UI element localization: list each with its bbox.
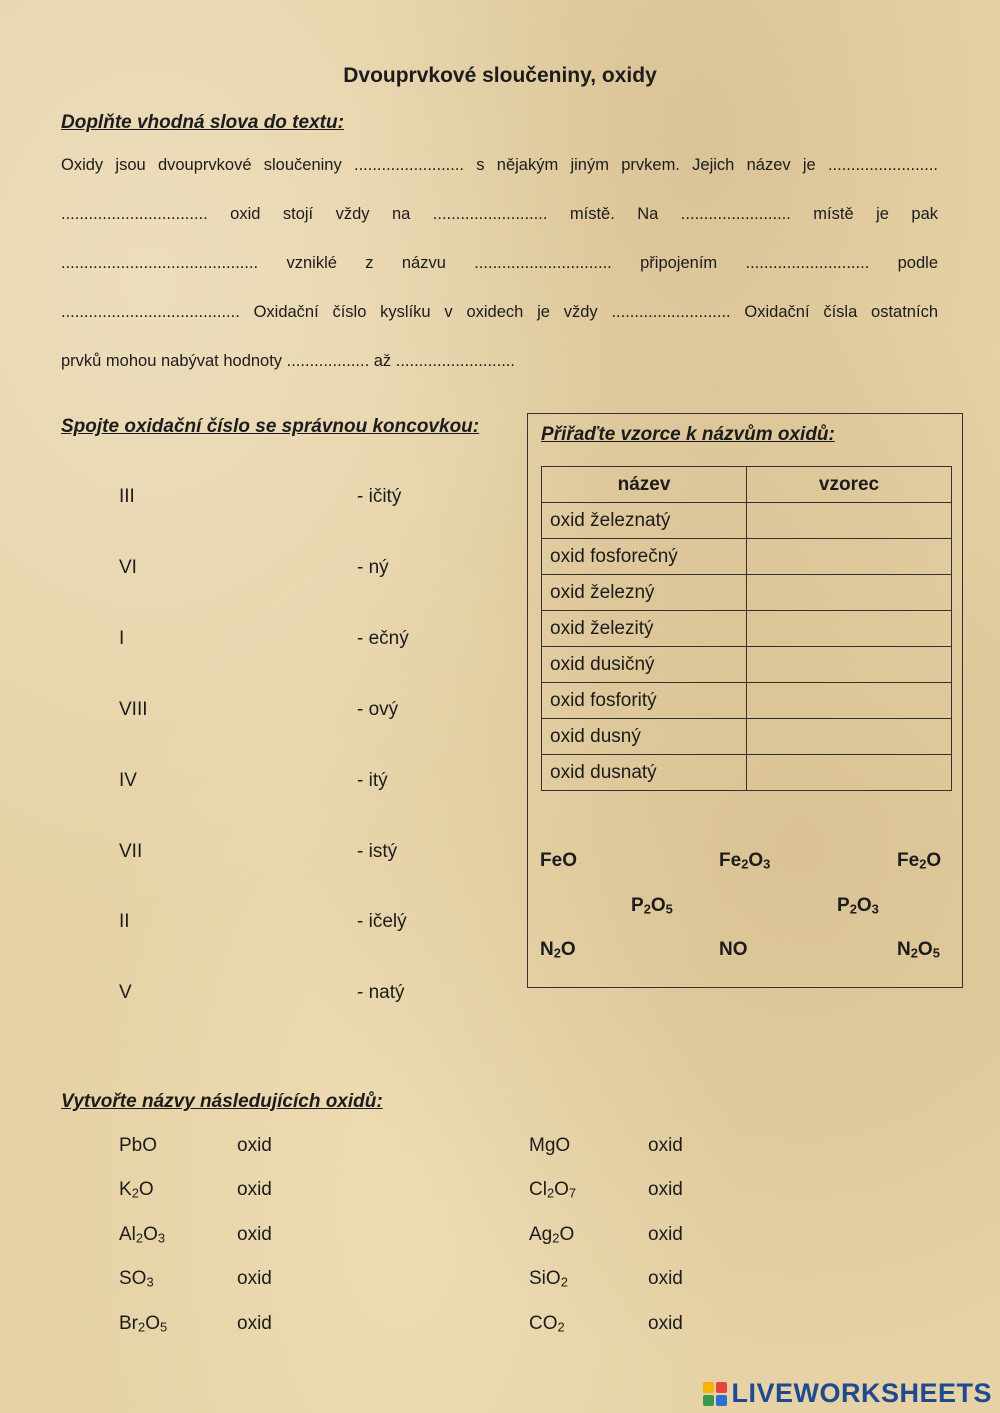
- formula-chip[interactable]: $Fe_2O_3$: [719, 850, 771, 872]
- oxide-name: oxid dusičný: [542, 647, 747, 683]
- numeral-item[interactable]: IV: [119, 770, 137, 791]
- logo-square: [716, 1395, 727, 1406]
- formula-drop-cell[interactable]: [747, 683, 952, 719]
- suffix-item[interactable]: - ový: [357, 699, 399, 720]
- suffix-item[interactable]: - ičelý: [357, 911, 407, 932]
- numeral-item[interactable]: VI: [119, 557, 137, 578]
- table-row: [542, 647, 952, 683]
- suffix-item[interactable]: - istý: [357, 841, 398, 862]
- oxide-formula: $CO_2$: [529, 1313, 565, 1335]
- column-header-name: název: [542, 467, 747, 503]
- liveworksheets-logo: [703, 1378, 992, 1409]
- numeral-item[interactable]: III: [119, 486, 135, 507]
- numeral-item[interactable]: VII: [119, 841, 143, 862]
- numeral-item[interactable]: II: [119, 911, 130, 932]
- oxide-name: oxid dusný: [542, 719, 747, 755]
- table-row: [542, 539, 952, 575]
- logo-square: [716, 1382, 727, 1393]
- table-row: [542, 611, 952, 647]
- formula-match-heading: Přiřaďte vzorce k názvům oxidů:: [541, 424, 835, 445]
- table-header-row: [542, 467, 952, 503]
- formula-chip[interactable]: FeO: [540, 850, 577, 871]
- table-row: [542, 575, 952, 611]
- suffix-item[interactable]: - ný: [357, 557, 389, 578]
- oxide-formula: $K_2O$: [119, 1179, 154, 1201]
- formula-drop-cell[interactable]: [747, 647, 952, 683]
- fill-in-line-2: ................................ oxid stojí vždy na ......................... místě. Na ........................ místě je pak: [61, 205, 938, 223]
- oxid-word: oxid: [237, 1268, 272, 1289]
- oxid-word: oxid: [648, 1135, 683, 1156]
- fill-in-line-5: prvků mohou nabývat hodnoty .................. až ..........................: [61, 352, 515, 370]
- formula-chip[interactable]: $Fe_2O$: [897, 850, 942, 872]
- formula-drop-cell[interactable]: [747, 503, 952, 539]
- table-row: [542, 755, 952, 791]
- formula-chip[interactable]: NO: [719, 939, 748, 960]
- oxide-formula: $SO_3$: [119, 1268, 154, 1290]
- oxid-word: oxid: [237, 1179, 272, 1200]
- oxid-word: oxid: [648, 1224, 683, 1245]
- oxid-word: oxid: [237, 1313, 272, 1334]
- oxide-formula: MgO: [529, 1135, 571, 1156]
- oxid-word: oxid: [648, 1179, 683, 1200]
- oxide-name: oxid dusnatý: [542, 755, 747, 791]
- table-row: [542, 683, 952, 719]
- table-row: [542, 719, 952, 755]
- logo-square: [703, 1382, 714, 1393]
- formula-drop-cell[interactable]: [747, 755, 952, 791]
- naming-heading: Vytvořte názvy následujících oxidů:: [61, 1091, 383, 1112]
- suffix-item[interactable]: - ečný: [357, 628, 409, 649]
- oxid-word: oxid: [237, 1135, 272, 1156]
- oxid-word: oxid: [237, 1224, 272, 1245]
- suffix-item[interactable]: - itý: [357, 770, 388, 791]
- fill-in-heading: Doplňte vhodná slova do textu:: [61, 112, 344, 133]
- oxid-word: oxid: [648, 1313, 683, 1334]
- logo-text: LIVEWORKSHEETS: [731, 1378, 992, 1408]
- oxide-formula: $Ag_2O$: [529, 1224, 575, 1246]
- oxide-formula: $Br_2O_5$: [119, 1313, 168, 1335]
- column-header-formula: vzorec: [747, 467, 952, 503]
- oxide-name: oxid fosforečný: [542, 539, 747, 575]
- numeral-item[interactable]: I: [119, 628, 125, 649]
- match-heading: Spojte oxidační číslo se správnou koncovkou:: [61, 416, 480, 437]
- oxide-formula: $Cl_2O_7$: [529, 1179, 577, 1201]
- numeral-item[interactable]: V: [119, 982, 132, 1003]
- name-formula-table: [541, 466, 952, 791]
- logo-square: [703, 1395, 714, 1406]
- table-row: [542, 503, 952, 539]
- suffix-item[interactable]: - natý: [357, 982, 405, 1003]
- oxide-name: oxid železnatý: [542, 503, 747, 539]
- formula-chip[interactable]: $P_2O_3$: [837, 895, 879, 917]
- oxide-formula: SiO$_2$: [529, 1268, 568, 1290]
- fill-in-line-1: Oxidy jsou dvouprvkové sloučeniny ........................ s nějakým jiným prvkem. Jejich název je ........................: [61, 156, 938, 174]
- formula-drop-cell[interactable]: [747, 719, 952, 755]
- oxid-word: oxid: [648, 1268, 683, 1289]
- page-title: Dvouprvkové sloučeniny, oxidy: [343, 64, 657, 87]
- formula-drop-cell[interactable]: [747, 611, 952, 647]
- formula-chip[interactable]: $P_2O_5$: [631, 895, 673, 917]
- fill-in-line-3: ........................................... vzniklé z názvu .............................. připojením ........................... podle: [61, 254, 938, 272]
- formula-drop-cell[interactable]: [747, 575, 952, 611]
- oxide-name: oxid železný: [542, 575, 747, 611]
- oxide-name: oxid fosforitý: [542, 683, 747, 719]
- formula-drop-cell[interactable]: [747, 539, 952, 575]
- fill-in-line-4: ....................................... Oxidační číslo kyslíku v oxidech je vždy .......................... Oxidační čísla ostatních: [61, 303, 938, 321]
- oxide-name: oxid železitý: [542, 611, 747, 647]
- oxide-formula: PbO: [119, 1135, 158, 1156]
- formula-chip[interactable]: $N_2O_5$: [897, 939, 940, 961]
- formula-chip[interactable]: $N_2O$: [540, 939, 576, 961]
- logo-mark-icon: [703, 1382, 727, 1406]
- numeral-item[interactable]: VIII: [119, 699, 148, 720]
- oxide-formula: $Al_2O_3$: [119, 1224, 166, 1246]
- suffix-item[interactable]: - ičitý: [357, 486, 402, 507]
